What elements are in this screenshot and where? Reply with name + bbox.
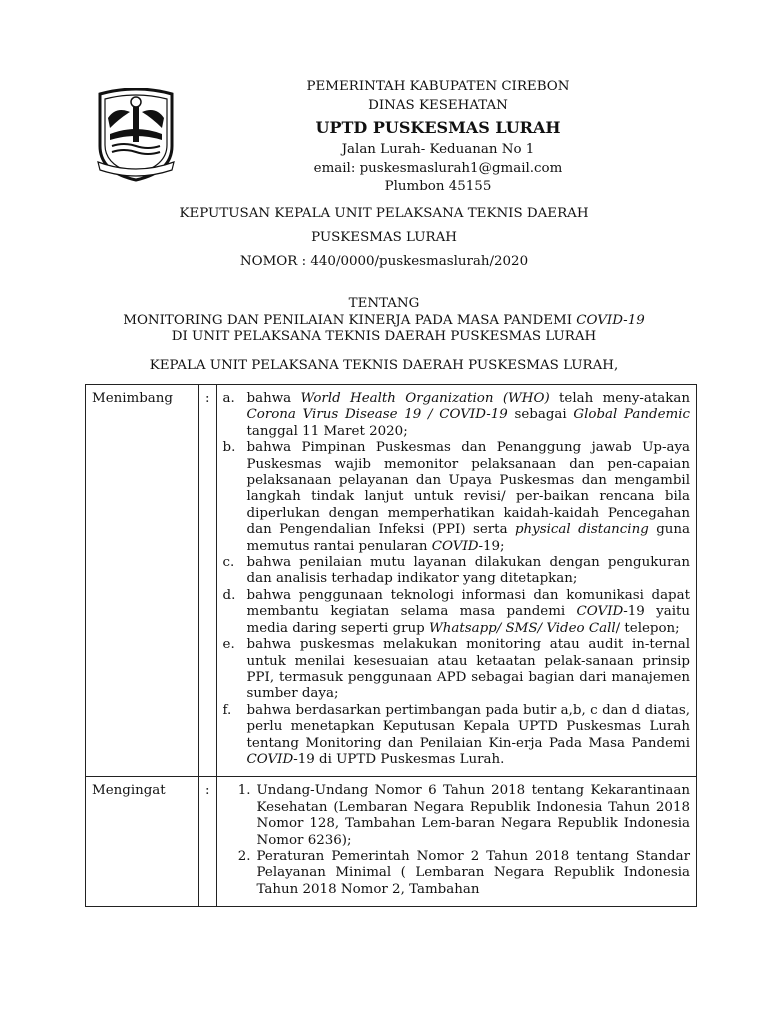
item-text: Peraturan Pemerintah Nomor 2 Tahun 2018 tentang Standar Pelayanan Minimal ( Lembaran Negara Republik Indonesia Tahun 2018 Nomor 2, Tambahan bbox=[256, 848, 690, 897]
menimbang-item bbox=[223, 703, 690, 769]
decree-subject bbox=[60, 296, 708, 346]
mengingat-list bbox=[216, 777, 696, 907]
menimbang-item bbox=[223, 440, 690, 555]
menimbang-item bbox=[223, 391, 690, 440]
organization-name: UPTD PUSKESMAS LURAH bbox=[315, 118, 561, 137]
menimbang-colon: : bbox=[199, 385, 217, 777]
government-name: PEMERINTAH KABUPATEN CIREBON bbox=[306, 79, 570, 94]
menimbang-label: Menimbang bbox=[86, 385, 199, 777]
item-marker: b. bbox=[222, 440, 236, 456]
menimbang-item bbox=[223, 555, 690, 588]
decree-title-line2: PUSKESMAS LURAH bbox=[311, 230, 457, 245]
tentang-label: TENTANG bbox=[348, 296, 420, 311]
item-text: bahwa puskesmas melakukan monitoring atau audit in-ternal untuk menilai kesesuaian atau ketaatan pelak-sanaan prinsip PPI, termasuk penggunaan APD sebagai bagian dari manajemen sumber daya; bbox=[246, 637, 690, 702]
item-number: 2. bbox=[237, 848, 251, 864]
subject-line-b: DI UNIT PELAKSANA TEKNIS DAERAH PUSKESMAS LURAH bbox=[171, 329, 597, 344]
item-text: bahwa Pimpinan Puskesmas dan Penanggung jawab Up-aya Puskesmas wajib memonitor pelaksanaan dan pen-capaian pelaksanaan pelayanan dan Upaya Puskesmas dan mengambil langkah tindak lanjut untuk revisi/ per-baikan rencana bila diperlukan dengan memperhatikan kaidah-kaidah Pencegahan dan Pengendalian Infeksi (PPI) serta physical distancing guna memutus rantai penularan COVID-19; bbox=[246, 440, 691, 554]
email: email: puskesmaslurah1@gmail.com bbox=[313, 160, 563, 176]
decree-number: NOMOR : 440/0000/puskesmaslurah/2020 bbox=[239, 254, 529, 269]
mengingat-label: Mengingat bbox=[86, 777, 199, 907]
mengingat-colon: : bbox=[199, 777, 217, 907]
city-postal: Plumbon 45155 bbox=[384, 179, 492, 194]
item-marker: c. bbox=[222, 555, 235, 571]
address: Jalan Lurah- Keduanan No 1 bbox=[341, 142, 535, 157]
department-name: DINAS KESEHATAN bbox=[368, 97, 508, 113]
menimbang-row bbox=[86, 385, 697, 777]
item-text: bahwa World Health Organization (WHO) telah meny-atakan Corona Virus Disease 19 / COVID-19 sebagai Global Pandemic tanggal 11 Maret 2020; bbox=[246, 391, 690, 439]
menimbang-item bbox=[223, 588, 690, 637]
letterhead bbox=[238, 78, 638, 197]
item-text: bahwa penilaian mutu layanan dilakukan dengan pengukuran dan analisis terhadap indikator yang ditetapkan; bbox=[246, 555, 690, 587]
menimbang-list bbox=[216, 385, 696, 777]
item-text: bahwa berdasarkan pertimbangan pada butir a,b, c dan d diatas, perlu menetapkan Keputusan Kepala UPTD Puskesmas Lurah tentang Monitoring dan Penilaian Kin-erja Pada Masa Pandemi COVID-19 di UPTD Puskesmas Lurah. bbox=[246, 702, 690, 767]
item-marker: a. bbox=[222, 391, 235, 406]
item-marker: d. bbox=[222, 587, 236, 603]
item-marker: f. bbox=[222, 702, 232, 718]
subject-line-a: MONITORING DAN PENILAIAN KINERJA PADA MASA PANDEMI COVID-19 bbox=[123, 312, 645, 328]
item-text: Undang-Undang Nomor 6 Tahun 2018 tentang Kekarantinaan Kesehatan (Lembaran Negara Republik Indonesia Tahun 2018 Nomor 128, Tambahan Lem-baran Negara Republik Indonesia Nomor 6236); bbox=[256, 783, 690, 848]
cirebon-regency-seal bbox=[94, 88, 178, 184]
considerations-table bbox=[85, 384, 697, 907]
item-number: 1. bbox=[237, 783, 251, 799]
item-marker: e. bbox=[222, 637, 235, 653]
menimbang-item bbox=[223, 637, 690, 703]
mengingat-row bbox=[86, 777, 697, 907]
mengingat-item bbox=[223, 783, 690, 849]
issuer-line: KEPALA UNIT PELAKSANA TEKNIS DAERAH PUSKESMAS LURAH, bbox=[149, 358, 619, 373]
item-text: bahwa penggunaan teknologi informasi dan komunikasi dapat membantu kegiatan selama masa pandemi COVID-19 yaitu media daring seperti grup Whatsapp/ SMS/ Video Call/ telepon; bbox=[246, 587, 690, 636]
mengingat-item bbox=[223, 849, 690, 898]
decree-title-line1: KEPUTUSAN KEPALA UNIT PELAKSANA TEKNIS DAERAH bbox=[179, 206, 589, 221]
